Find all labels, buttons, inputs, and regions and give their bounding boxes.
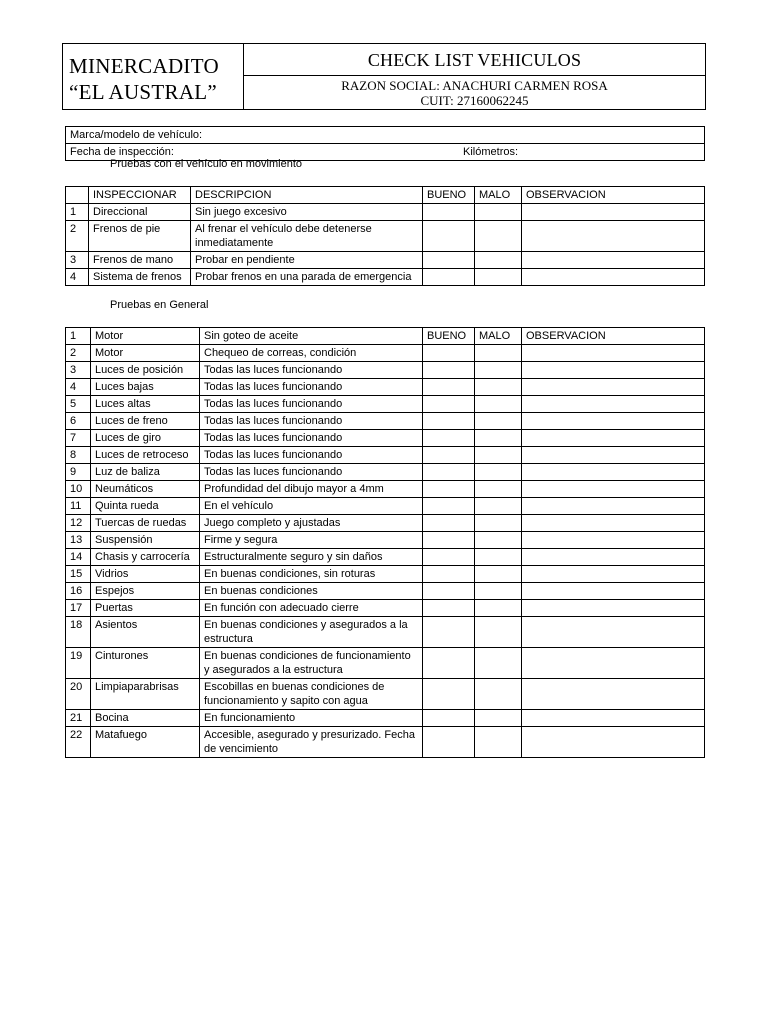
row-number: 3 xyxy=(66,362,91,379)
row-number: 6 xyxy=(66,413,91,430)
observacion-cell[interactable] xyxy=(522,727,705,758)
observacion-cell[interactable] xyxy=(522,269,705,286)
row-item: Sistema de frenos xyxy=(89,269,191,286)
row-number: 20 xyxy=(66,679,91,710)
bueno-cell[interactable] xyxy=(423,566,475,583)
malo-cell[interactable] xyxy=(475,430,522,447)
row-number: 13 xyxy=(66,532,91,549)
malo-cell[interactable] xyxy=(475,252,522,269)
bueno-cell[interactable] xyxy=(423,617,475,648)
malo-cell[interactable] xyxy=(475,566,522,583)
bueno-cell[interactable] xyxy=(423,396,475,413)
observacion-cell[interactable] xyxy=(522,679,705,710)
table-row xyxy=(66,345,705,362)
row-item: Tuercas de ruedas xyxy=(91,515,200,532)
table-row xyxy=(66,727,705,758)
row-item: Cinturones xyxy=(91,648,200,679)
observacion-cell[interactable] xyxy=(522,345,705,362)
malo-cell[interactable] xyxy=(475,464,522,481)
observacion-cell[interactable] xyxy=(522,566,705,583)
brand-line-2: “EL AUSTRAL” xyxy=(69,80,218,104)
bueno-cell[interactable] xyxy=(423,252,475,269)
row-item: Luces de posición xyxy=(91,362,200,379)
row-description: Probar frenos en una parada de emergencia xyxy=(191,269,423,286)
table-row xyxy=(66,515,705,532)
row-description: Probar en pendiente xyxy=(191,252,423,269)
observacion-cell[interactable] xyxy=(522,447,705,464)
table-row xyxy=(66,679,705,710)
row-number: 17 xyxy=(66,600,91,617)
observacion-cell[interactable] xyxy=(522,204,705,221)
row-description: En función con adecuado cierre xyxy=(200,600,423,617)
bueno-cell[interactable] xyxy=(423,727,475,758)
header-bueno: BUENO xyxy=(423,187,475,204)
observacion-cell[interactable] xyxy=(522,648,705,679)
table-row xyxy=(66,617,705,648)
observacion-cell[interactable] xyxy=(522,617,705,648)
bueno-cell[interactable] xyxy=(423,549,475,566)
bueno-cell[interactable] xyxy=(423,481,475,498)
header-num xyxy=(66,187,89,204)
row-item: Asientos xyxy=(91,617,200,648)
row-number: 5 xyxy=(66,396,91,413)
table-row xyxy=(66,447,705,464)
row-item: Luces de giro xyxy=(91,430,200,447)
row-item: Espejos xyxy=(91,583,200,600)
row-number: 2 xyxy=(66,221,89,252)
table-row xyxy=(66,532,705,549)
bueno-cell[interactable] xyxy=(423,679,475,710)
row-item: Vidrios xyxy=(91,566,200,583)
observacion-cell[interactable] xyxy=(522,549,705,566)
row-description: Todas las luces funcionando xyxy=(200,464,423,481)
row-number: 4 xyxy=(66,379,91,396)
table-row xyxy=(66,221,705,252)
observacion-cell[interactable] xyxy=(522,710,705,727)
row-item: Limpiaparabrisas xyxy=(91,679,200,710)
malo-cell[interactable] xyxy=(475,345,522,362)
observacion-cell[interactable] xyxy=(522,600,705,617)
row-description: Sin goteo de aceite xyxy=(200,328,423,345)
document-header xyxy=(62,43,706,110)
table-row xyxy=(66,464,705,481)
row-description: Al frenar el vehículo debe detenerse inmediatamente xyxy=(191,221,423,252)
general-tests-table xyxy=(65,327,705,758)
row-description: Todas las luces funcionando xyxy=(200,413,423,430)
row-number: 3 xyxy=(66,252,89,269)
row-description: Todas las luces funcionando xyxy=(200,447,423,464)
row-number: 12 xyxy=(66,515,91,532)
table-row xyxy=(66,600,705,617)
bueno-cell[interactable] xyxy=(423,204,475,221)
row-description: Todas las luces funcionando xyxy=(200,362,423,379)
malo-cell[interactable] xyxy=(475,269,522,286)
malo-cell[interactable] xyxy=(475,727,522,758)
row-description: En buenas condiciones, sin roturas xyxy=(200,566,423,583)
malo-cell[interactable] xyxy=(475,549,522,566)
row-description: Todas las luces funcionando xyxy=(200,396,423,413)
row-item: Neumáticos xyxy=(91,481,200,498)
table-row xyxy=(66,269,705,286)
bueno-cell[interactable] xyxy=(423,648,475,679)
row-number: 1 xyxy=(66,204,89,221)
observacion-cell[interactable] xyxy=(522,396,705,413)
malo-cell[interactable] xyxy=(475,617,522,648)
observacion-cell[interactable] xyxy=(522,515,705,532)
bueno-cell[interactable] xyxy=(423,362,475,379)
row-number: 7 xyxy=(66,430,91,447)
row-description: En buenas condiciones de funcionamiento y asegurados a la estructura xyxy=(200,648,423,679)
bueno-cell[interactable] xyxy=(423,498,475,515)
row-description: Accesible, asegurado y presurizado. Fecha de vencimiento xyxy=(200,727,423,758)
row-number: 18 xyxy=(66,617,91,648)
row-item: Motor xyxy=(91,328,200,345)
malo-cell[interactable] xyxy=(475,532,522,549)
brand-box xyxy=(63,44,244,109)
malo-cell[interactable] xyxy=(475,481,522,498)
table-row xyxy=(66,498,705,515)
row-number: 9 xyxy=(66,464,91,481)
malo-cell[interactable] xyxy=(475,648,522,679)
row-number: 21 xyxy=(66,710,91,727)
row-number: 11 xyxy=(66,498,91,515)
document-title: CHECK LIST VEHICULOS xyxy=(244,44,705,76)
observacion-cell[interactable] xyxy=(522,532,705,549)
row-description: En funcionamiento xyxy=(200,710,423,727)
row-number: 1 xyxy=(66,328,91,345)
row-item: Quinta rueda xyxy=(91,498,200,515)
row-item: Direccional xyxy=(89,204,191,221)
table-header xyxy=(66,187,705,204)
row-number: 2 xyxy=(66,345,91,362)
row-description: Chequeo de correas, condición xyxy=(200,345,423,362)
row-description: Sin juego excesivo xyxy=(191,204,423,221)
row-number: 19 xyxy=(66,648,91,679)
bueno-cell[interactable] xyxy=(423,221,475,252)
row-number: 14 xyxy=(66,549,91,566)
malo-cell[interactable] xyxy=(475,600,522,617)
header-observacion: OBSERVACION xyxy=(522,328,705,345)
row-item: Bocina xyxy=(91,710,200,727)
table-row xyxy=(66,710,705,727)
info-row-marca xyxy=(66,127,705,144)
bueno-cell[interactable] xyxy=(423,430,475,447)
malo-cell[interactable] xyxy=(475,679,522,710)
header-malo: MALO xyxy=(475,328,522,345)
observacion-cell[interactable] xyxy=(522,362,705,379)
row-description: Profundidad del dibujo mayor a 4mm xyxy=(200,481,423,498)
malo-cell[interactable] xyxy=(475,710,522,727)
brand-line-1: MINERCADITO xyxy=(69,54,219,78)
table-row xyxy=(66,413,705,430)
malo-cell[interactable] xyxy=(475,583,522,600)
bueno-cell[interactable] xyxy=(423,600,475,617)
table-row xyxy=(66,430,705,447)
malo-cell[interactable] xyxy=(475,221,522,252)
table-row xyxy=(66,379,705,396)
km-label: Kilómetros: xyxy=(463,146,519,158)
row-item: Luces de retroceso xyxy=(91,447,200,464)
title-box xyxy=(244,44,705,109)
malo-cell[interactable] xyxy=(475,379,522,396)
row-number: 22 xyxy=(66,727,91,758)
row-description: Todas las luces funcionando xyxy=(200,379,423,396)
row-description: En el vehículo xyxy=(200,498,423,515)
table-row xyxy=(66,204,705,221)
row-item: Luces bajas xyxy=(91,379,200,396)
row-item: Frenos de mano xyxy=(89,252,191,269)
table-row xyxy=(66,566,705,583)
observacion-cell[interactable] xyxy=(522,221,705,252)
company-info xyxy=(244,76,705,109)
table-row xyxy=(66,583,705,600)
row-description: Estructuralmente seguro y sin daños xyxy=(200,549,423,566)
bueno-cell[interactable] xyxy=(423,710,475,727)
table-row xyxy=(66,328,705,345)
bueno-cell[interactable] xyxy=(423,345,475,362)
row-item: Luces altas xyxy=(91,396,200,413)
row-item: Luz de baliza xyxy=(91,464,200,481)
bueno-cell[interactable] xyxy=(423,269,475,286)
observacion-cell[interactable] xyxy=(522,583,705,600)
movement-tests-table xyxy=(65,186,705,286)
malo-cell[interactable] xyxy=(475,498,522,515)
malo-cell[interactable] xyxy=(475,515,522,532)
bueno-cell[interactable] xyxy=(423,532,475,549)
table-row xyxy=(66,481,705,498)
row-item: Luces de freno xyxy=(91,413,200,430)
marca-field[interactable]: Marca/modelo de vehículo: xyxy=(66,127,705,144)
table-row xyxy=(66,549,705,566)
row-item: Puertas xyxy=(91,600,200,617)
malo-cell[interactable] xyxy=(475,362,522,379)
section1-label: Pruebas con el vehículo en movimiento xyxy=(110,158,302,170)
table-row xyxy=(66,362,705,379)
observacion-cell[interactable] xyxy=(522,379,705,396)
bueno-cell[interactable] xyxy=(423,583,475,600)
row-item: Matafuego xyxy=(91,727,200,758)
observacion-cell[interactable] xyxy=(522,413,705,430)
razon-social: RAZON SOCIAL: ANACHURI CARMEN ROSA xyxy=(341,78,608,93)
row-number: 8 xyxy=(66,447,91,464)
bueno-cell[interactable] xyxy=(423,515,475,532)
header-bueno: BUENO xyxy=(423,328,475,345)
row-item: Suspensión xyxy=(91,532,200,549)
malo-cell[interactable] xyxy=(475,447,522,464)
header-malo: MALO xyxy=(475,187,522,204)
bueno-cell[interactable] xyxy=(423,413,475,430)
row-description: Escobillas en buenas condiciones de funcionamiento y sapito con agua xyxy=(200,679,423,710)
row-item: Chasis y carrocería xyxy=(91,549,200,566)
fecha-label: Fecha de inspección: xyxy=(70,146,174,158)
observacion-cell[interactable] xyxy=(522,252,705,269)
bueno-cell[interactable] xyxy=(423,447,475,464)
malo-cell[interactable] xyxy=(475,413,522,430)
header-descripcion: DESCRIPCION xyxy=(191,187,423,204)
section2-label: Pruebas en General xyxy=(110,299,209,311)
row-number: 16 xyxy=(66,583,91,600)
malo-cell[interactable] xyxy=(475,396,522,413)
table-row xyxy=(66,648,705,679)
table-row xyxy=(66,252,705,269)
observacion-cell[interactable] xyxy=(522,481,705,498)
row-description: Firme y segura xyxy=(200,532,423,549)
cuit: CUIT: 27160062245 xyxy=(420,93,529,108)
observacion-cell[interactable] xyxy=(522,498,705,515)
row-description: Todas las luces funcionando xyxy=(200,430,423,447)
vehicle-info-table xyxy=(65,126,705,161)
row-number: 15 xyxy=(66,566,91,583)
row-description: En buenas condiciones y asegurados a la estructura xyxy=(200,617,423,648)
observacion-cell[interactable] xyxy=(522,464,705,481)
header-observacion: OBSERVACION xyxy=(522,187,705,204)
row-description: Juego completo y ajustadas xyxy=(200,515,423,532)
row-description: En buenas condiciones xyxy=(200,583,423,600)
row-number: 4 xyxy=(66,269,89,286)
row-item: Motor xyxy=(91,345,200,362)
observacion-cell[interactable] xyxy=(522,430,705,447)
row-number: 10 xyxy=(66,481,91,498)
row-item: Frenos de pie xyxy=(89,221,191,252)
malo-cell[interactable] xyxy=(475,204,522,221)
bueno-cell[interactable] xyxy=(423,379,475,396)
table-row xyxy=(66,396,705,413)
bueno-cell[interactable] xyxy=(423,464,475,481)
header-inspeccionar: INSPECCIONAR xyxy=(89,187,191,204)
